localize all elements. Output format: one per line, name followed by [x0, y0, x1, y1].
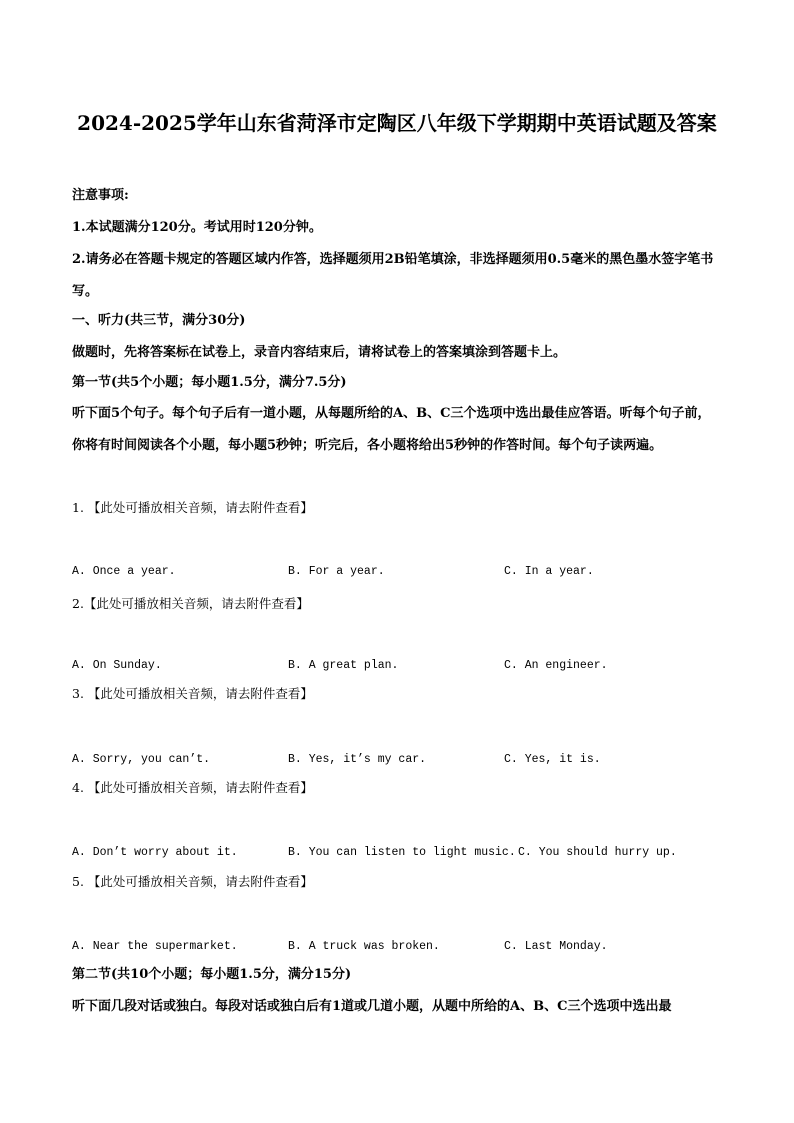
question-4-option-b[interactable]: B. You can listen to light music.	[288, 846, 516, 859]
notice-item-2: 2.请务必在答题卡规定的答题区域内作答，选择题须用2B铅笔填涂，非选择题须用0.5毫米的黑色墨水签字笔书写。	[72, 252, 714, 299]
section2-heading: 第二节(共10个小题；每小题1.5分，满分15分)	[72, 967, 352, 982]
section1-heading: 第一节(共5个小题；每小题1.5分，满分7.5分)	[72, 375, 347, 390]
document-title: 2024-2025学年山东省菏泽市定陶区八年级下学期期中英语试题及答案	[77, 111, 717, 135]
part1-instruction: 做题时，先将答案标在试卷上，录音内容结束后，请将试卷上的答案填涂到答题卡上。	[72, 345, 567, 360]
section2-instruction: 听下面几段对话或独白。每段对话或独白后有1道或几道小题，从题中所给的A、B、C三个选项中选出最	[72, 999, 672, 1014]
question-4-options	[72, 843, 732, 863]
question-3-option-a[interactable]: A. Sorry, you can’t.	[72, 753, 211, 766]
question-5-option-c[interactable]: C. Last Monday.	[504, 940, 608, 953]
question-2-audio[interactable]: 2.【此处可播放相关音频，请去附件查看】	[72, 596, 309, 611]
question-3-option-c[interactable]: C. Yes, it is.	[504, 753, 601, 766]
part1-heading: 一、听力(共三节，满分30分)	[72, 313, 246, 328]
question-3-options	[72, 750, 732, 770]
question-5-audio[interactable]: 5. 【此处可播放相关音频，请去附件查看】	[72, 874, 313, 889]
question-3-audio[interactable]: 3. 【此处可播放相关音频，请去附件查看】	[72, 686, 313, 701]
question-2-option-c[interactable]: C. An engineer.	[504, 659, 608, 672]
question-1-audio[interactable]: 1. 【此处可播放相关音频，请去附件查看】	[72, 500, 313, 515]
question-1-options	[72, 562, 732, 582]
question-5-option-a[interactable]: A. Near the supermarket.	[72, 940, 238, 953]
question-1-option-b[interactable]: B. For a year.	[288, 565, 385, 578]
question-4-option-c[interactable]: C. You should hurry up.	[518, 846, 677, 859]
question-4-audio[interactable]: 4. 【此处可播放相关音频，请去附件查看】	[72, 780, 313, 795]
question-5-options	[72, 937, 732, 957]
question-5-option-b[interactable]: B. A truck was broken.	[288, 940, 440, 953]
question-2-option-a[interactable]: A. On Sunday.	[72, 659, 162, 672]
question-1-option-c[interactable]: C. In a year.	[504, 565, 594, 578]
notice-heading: 注意事项:	[72, 188, 129, 203]
section1-instruction: 听下面5个句子。每个句子后有一道小题，从每题所给的A、B、C三个选项中选出最佳应答语。听每个句子前，你将有时间阅读各个小题，每小题5秒钟；听完后，各小题将给出5秒钟的作答时间。每个句子读两遍。	[72, 406, 711, 453]
question-2-option-b[interactable]: B. A great plan.	[288, 659, 399, 672]
question-4-option-a[interactable]: A. Don’t worry about it.	[72, 846, 238, 859]
question-2-options	[72, 656, 732, 676]
notice-item-1: 1.本试题满分120分。考试用时120分钟。	[72, 220, 322, 235]
question-3-option-b[interactable]: B. Yes, it’s my car.	[288, 753, 427, 766]
question-1-option-a[interactable]: A. Once a year.	[72, 565, 176, 578]
